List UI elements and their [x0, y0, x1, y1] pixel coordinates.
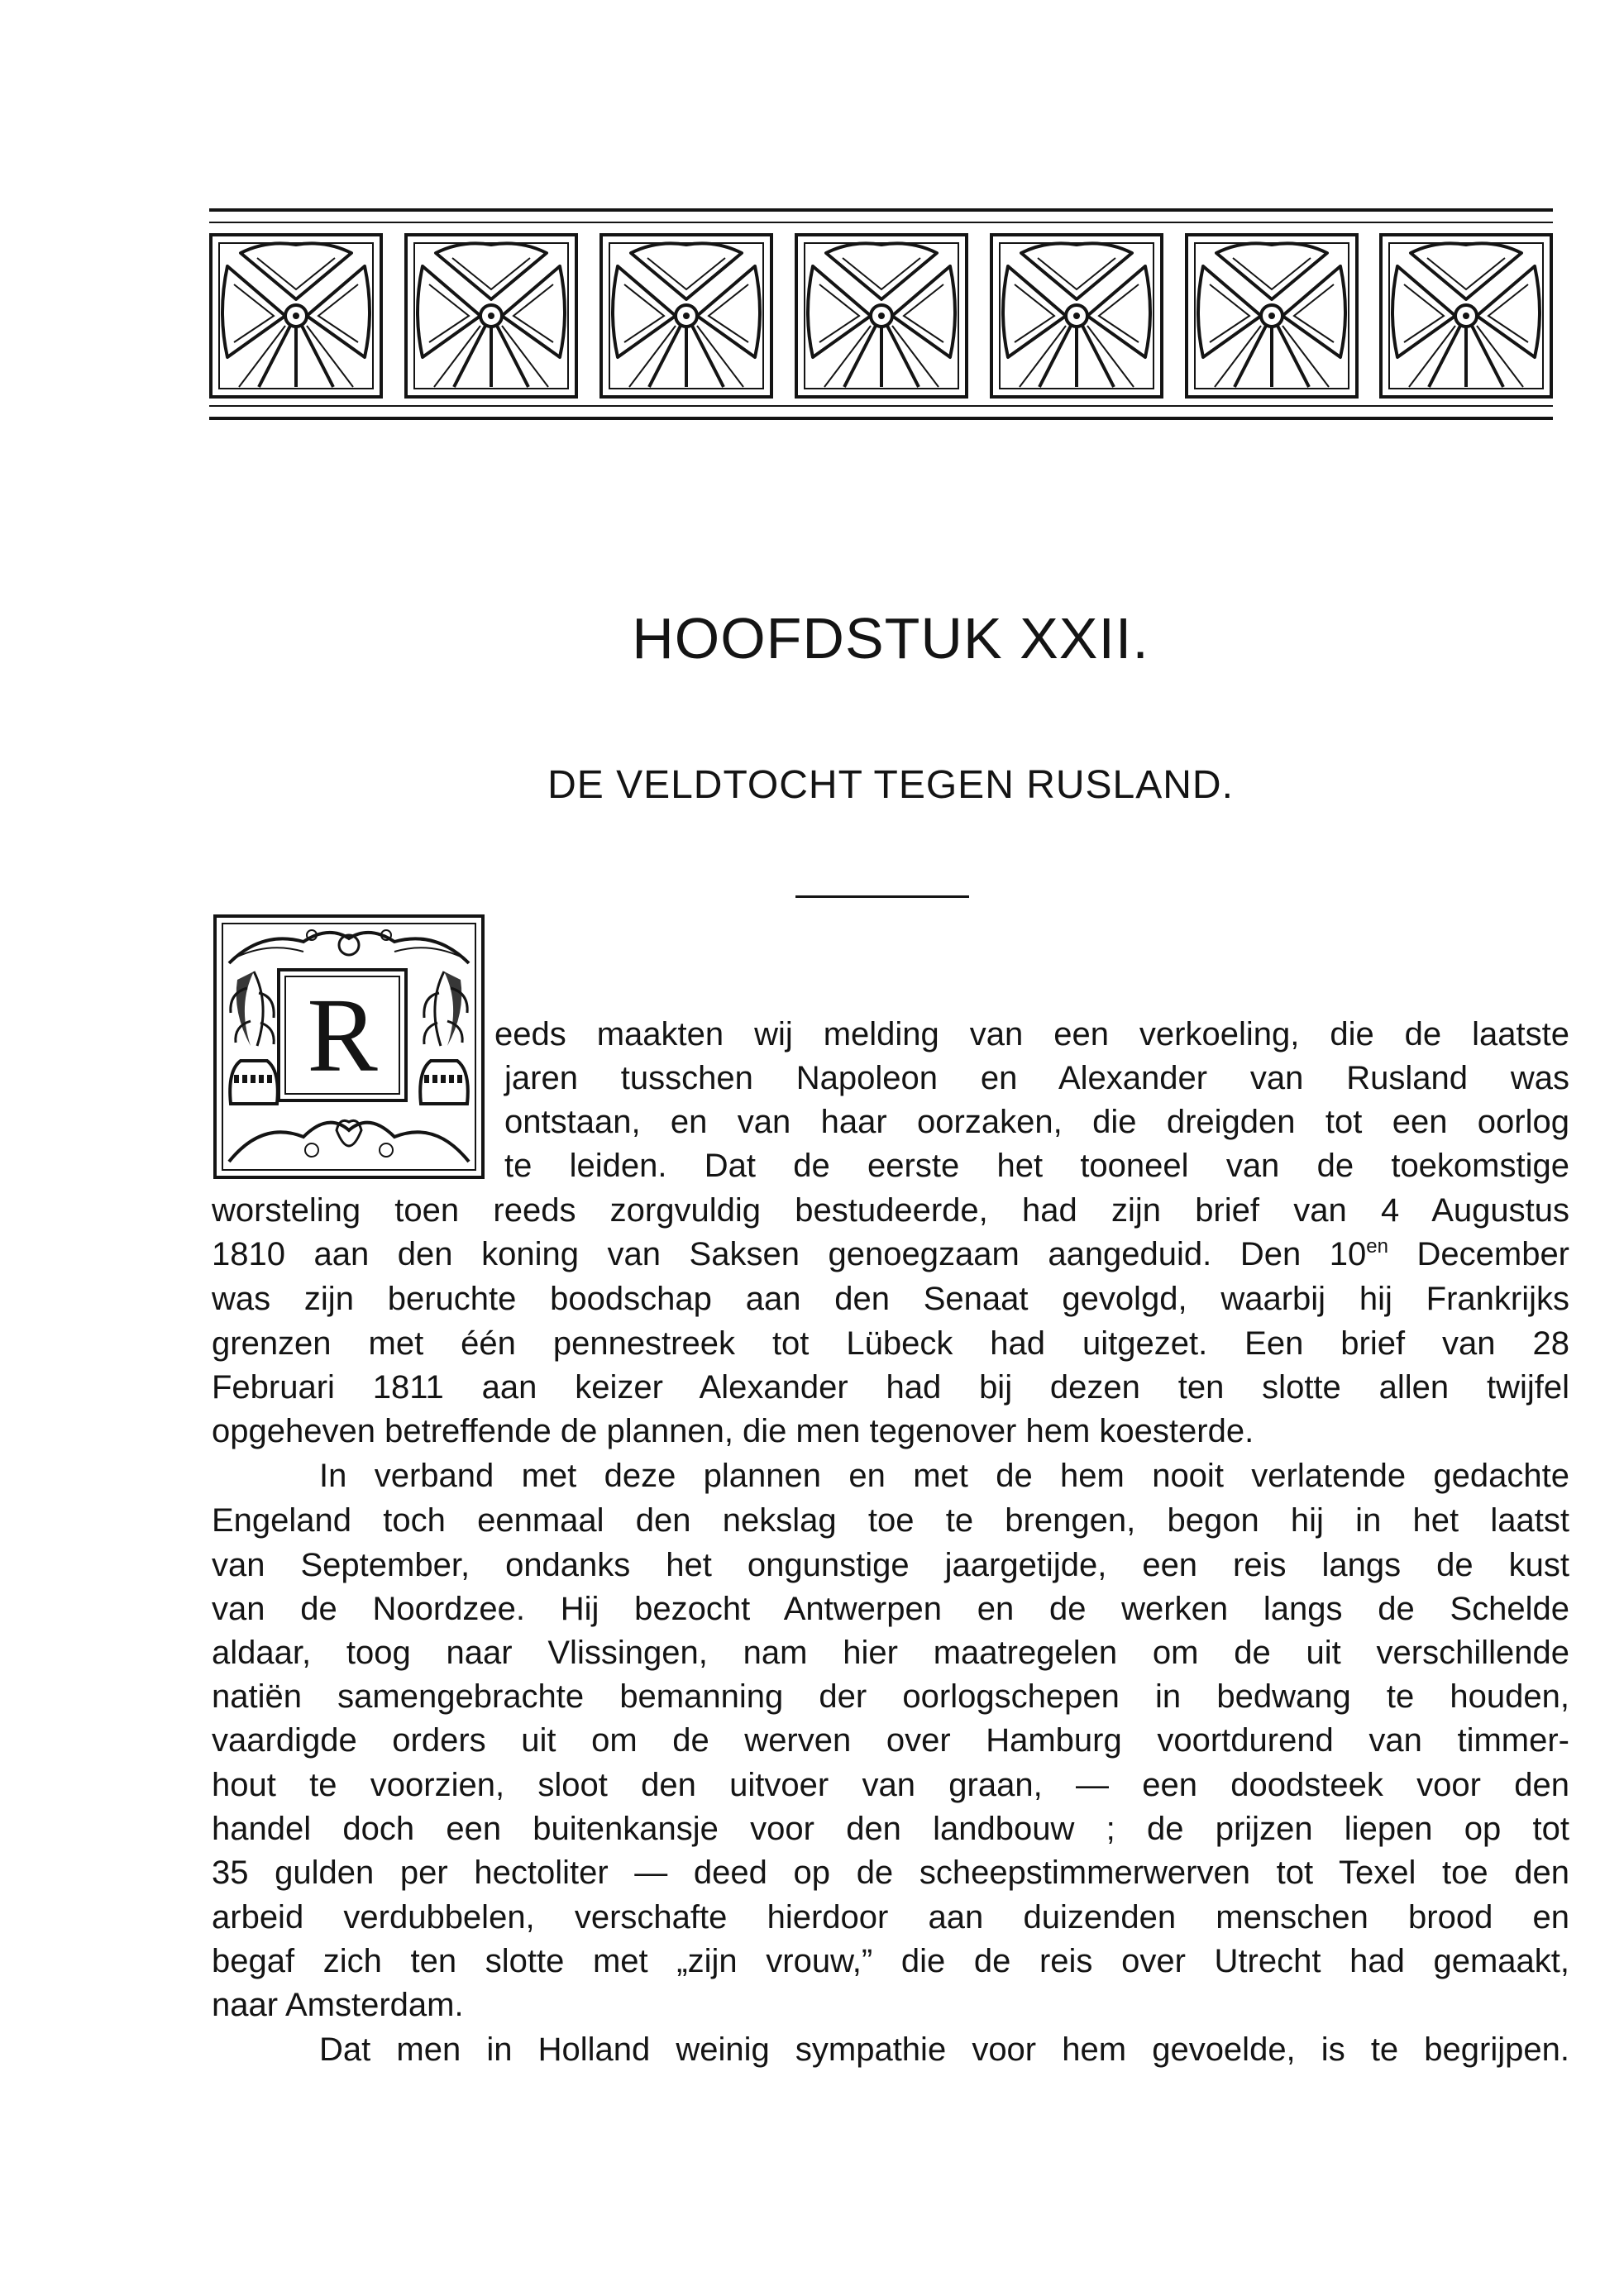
body-line: begaf zich ten slotte met „zijn vrouw,” die de reis over Utrecht had gemaakt, [212, 1943, 1569, 1979]
chapter-title: HOOFDSTUK XXII. [632, 606, 1149, 671]
body-line: In verband met deze plannen en met de hem nooit verlatende gedachte [319, 1458, 1569, 1494]
title-divider [795, 895, 969, 898]
body-line: Februari 1811 aan keizer Alexander had bij dezen ten slotte allen twijfel [212, 1369, 1569, 1406]
dropcap-letter: R [307, 976, 378, 1094]
body-line: hout te voorzien, sloot den uitvoer van graan, — een doodsteek voor den [212, 1767, 1569, 1803]
line-text: December [1388, 1236, 1570, 1272]
body-line: Dat men in Holland weinig sympathie voor hem gevoelde, is te begrijpen. [319, 2031, 1569, 2068]
superscript: en [1366, 1235, 1388, 1258]
body-line: was zijn beruchte boodschap aan den Senaat gevolgd, waarbij hij Frankrijks [212, 1281, 1569, 1317]
body-line: grenzen met één pennestreek tot Lübeck had uitgezet. Een brief van 28 [212, 1325, 1569, 1362]
body-line: jaren tusschen Napoleon en Alexander van Rusland was [504, 1060, 1569, 1096]
band-rule-top-inner [209, 222, 1553, 223]
body-line: vaardigde orders uit om de werven over Hamburg voortdurend van timmer- [212, 1722, 1569, 1759]
body-line: handel doch een buitenkansje voor den landbouw ; de prijzen liepen op tot [212, 1811, 1569, 1847]
body-line: te leiden. Dat de eerste het tooneel van de toekomstige [504, 1148, 1569, 1184]
body-line: natiën samengebrachte bemanning der oorlogschepen in bedwang te houden, [212, 1678, 1569, 1715]
body-line [212, 1232, 1569, 1277]
header-ornament-band [209, 208, 1553, 422]
chapter-subtitle: DE VELDTOCHT TEGEN RUSLAND. [547, 763, 1234, 807]
body-line: aldaar, toog naar Vlissingen, nam hier maatregelen om de uit verschillende [212, 1635, 1569, 1671]
body-line: van de Noordzee. Hij bezocht Antwerpen en de werken langs de Schelde [212, 1591, 1569, 1627]
body-line: worsteling toen reeds zorgvuldig bestudeerde, had zijn brief van 4 Augustus [212, 1192, 1569, 1229]
band-rule-top-outer [209, 208, 1553, 212]
body-line: arbeid verdubbelen, verschafte hierdoor aan duizenden menschen brood en [212, 1899, 1569, 1936]
body-line: ontstaan, en van haar oorzaken, die dreigden tot een oorlog [504, 1104, 1569, 1140]
body-line: eeds maakten wij melding van een verkoeling, die de laatste [494, 1016, 1569, 1053]
body-line: opgeheven betreffende de plannen, die men tegenover hem koesterde. [212, 1413, 1254, 1449]
dropcap-ornament [213, 914, 485, 1180]
body-line: van September, ondanks het ongunstige jaargetijde, een reis langs de kust [212, 1547, 1569, 1583]
ornament-tiles [209, 233, 1553, 399]
band-rule-bottom-outer [209, 417, 1553, 420]
line-text: 1810 aan den koning van Saksen genoegzaam aangeduid. Den 10 [212, 1236, 1367, 1272]
body-line: naar Amsterdam. [212, 1987, 464, 2023]
body-line: Engeland toch eenmaal den nekslag toe te brengen, begon hij in het laatst [212, 1502, 1569, 1539]
body-line: 35 gulden per hectoliter — deed op de scheepstimmerwerven tot Texel toe den [212, 1855, 1569, 1891]
ornament-tiles-svg [209, 233, 1553, 399]
band-rule-bottom-inner [209, 405, 1553, 407]
